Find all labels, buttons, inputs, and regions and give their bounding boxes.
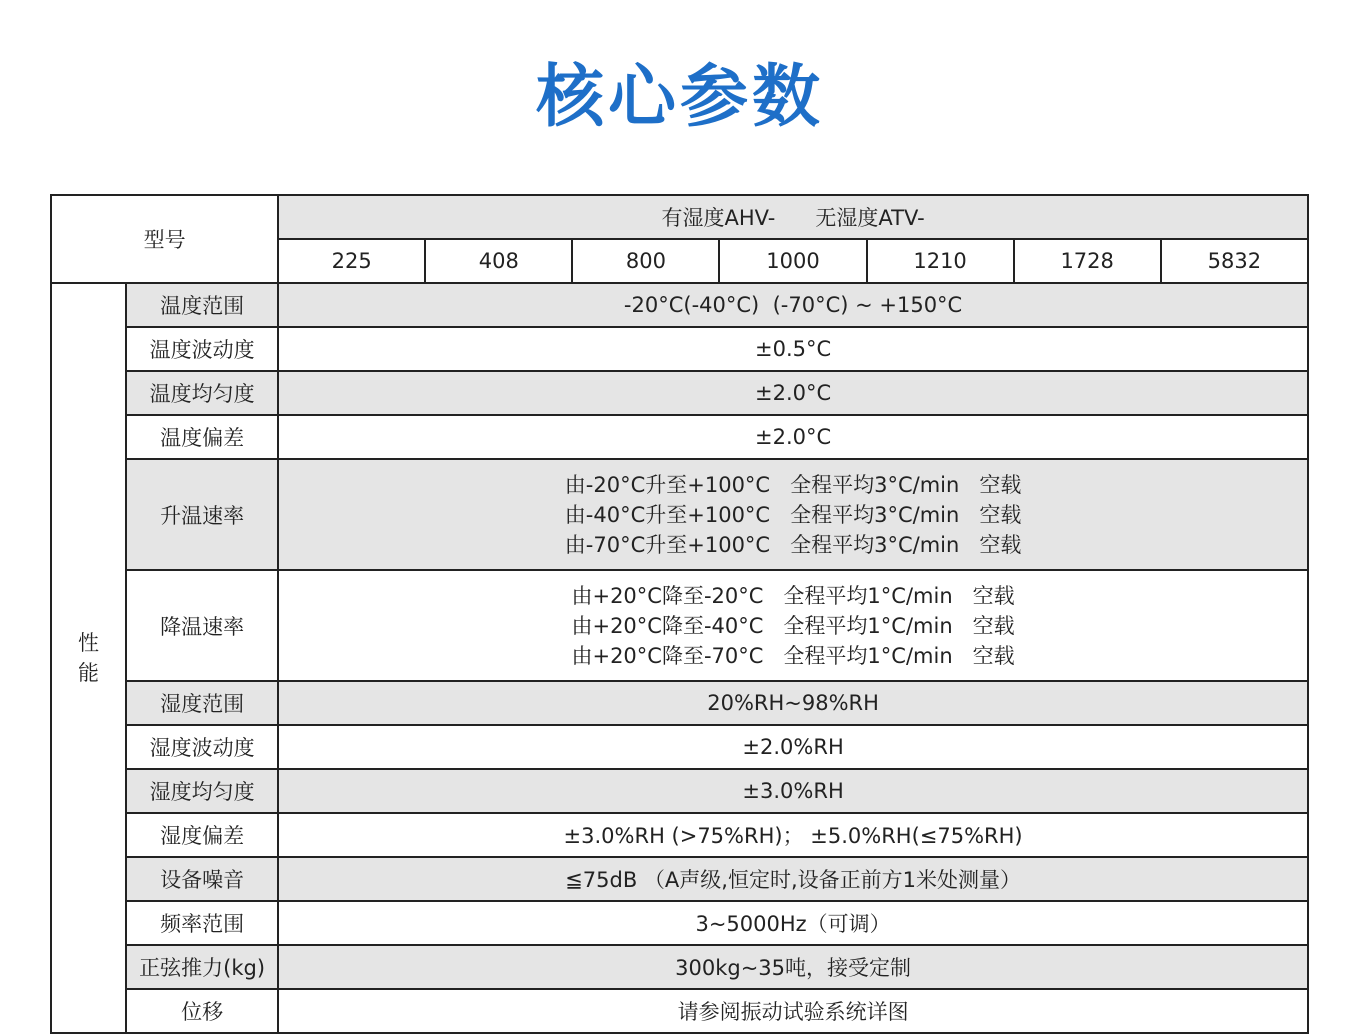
spec-row bbox=[51, 681, 1308, 725]
model-label: 型号 bbox=[51, 195, 278, 283]
row-value: ±2.0°C bbox=[278, 415, 1308, 459]
row-label: 降温速率 bbox=[126, 570, 278, 681]
row-value: ±3.0%RH bbox=[278, 769, 1308, 813]
row-label: 温度波动度 bbox=[126, 327, 278, 371]
row-label: 温度均匀度 bbox=[126, 371, 278, 415]
spec-row bbox=[51, 989, 1308, 1033]
row-value: 3~5000Hz（可调） bbox=[278, 901, 1308, 945]
spec-row bbox=[51, 813, 1308, 857]
row-value: 300kg~35吨，接受定制 bbox=[278, 945, 1308, 989]
model-number: 1728 bbox=[1014, 239, 1161, 283]
row-value: ≦75dB （A声级,恒定时,设备正前方1米处测量） bbox=[278, 857, 1308, 901]
row-label: 温度偏差 bbox=[126, 415, 278, 459]
row-label: 湿度范围 bbox=[126, 681, 278, 725]
series-humid: 有湿度AHV- bbox=[661, 206, 776, 230]
value-line: 由+20°C降至-70°C 全程平均1°C/min 空载 bbox=[571, 643, 1015, 668]
value-line: 由-70°C升至+100°C 全程平均3°C/min 空载 bbox=[564, 532, 1022, 557]
category-performance bbox=[51, 283, 126, 1033]
value-line: 由+20°C降至-40°C 全程平均1°C/min 空载 bbox=[571, 613, 1015, 638]
model-number: 5832 bbox=[1161, 239, 1308, 283]
page-title: 核心参数 bbox=[535, 58, 824, 137]
spec-row bbox=[51, 857, 1308, 901]
row-label: 正弦推力(kg) bbox=[126, 945, 278, 989]
row-value: -20°C(-40°C) (-70°C) ~ +150°C bbox=[278, 283, 1308, 327]
category-char: 能 bbox=[78, 661, 100, 685]
spec-row bbox=[51, 283, 1308, 327]
spec-row bbox=[51, 769, 1308, 813]
category-char: 性 bbox=[78, 631, 100, 655]
row-label: 湿度偏差 bbox=[126, 813, 278, 857]
spec-row bbox=[51, 725, 1308, 769]
row-label: 设备噪音 bbox=[126, 857, 278, 901]
value-line: 由+20°C降至-20°C 全程平均1°C/min 空载 bbox=[571, 583, 1015, 608]
row-value: ±3.0%RH (>75%RH)； ±5.0%RH(≤75%RH) bbox=[278, 813, 1308, 857]
row-label: 升温速率 bbox=[126, 459, 278, 570]
spec-row bbox=[51, 459, 1308, 570]
model-number: 1000 bbox=[719, 239, 866, 283]
model-number: 1210 bbox=[867, 239, 1014, 283]
spec-row bbox=[51, 570, 1308, 681]
series-dry: 无湿度ATV- bbox=[815, 206, 925, 230]
row-value: 请参阅振动试验系统详图 bbox=[278, 989, 1308, 1033]
spec-row bbox=[51, 945, 1308, 989]
row-value-multiline bbox=[278, 570, 1308, 681]
row-value: ±2.0%RH bbox=[278, 725, 1308, 769]
row-value-multiline bbox=[278, 459, 1308, 570]
value-line: 由-40°C升至+100°C 全程平均3°C/min 空载 bbox=[564, 502, 1022, 527]
row-value: 20%RH~98%RH bbox=[278, 681, 1308, 725]
header-row-series bbox=[51, 195, 1308, 239]
row-label: 湿度波动度 bbox=[126, 725, 278, 769]
model-number: 225 bbox=[278, 239, 425, 283]
row-label: 位移 bbox=[126, 989, 278, 1033]
spec-table bbox=[50, 194, 1309, 1034]
spec-row bbox=[51, 327, 1308, 371]
model-number: 800 bbox=[572, 239, 719, 283]
row-label: 湿度均匀度 bbox=[126, 769, 278, 813]
spec-row bbox=[51, 415, 1308, 459]
row-label: 频率范围 bbox=[126, 901, 278, 945]
model-number: 408 bbox=[425, 239, 572, 283]
row-label: 温度范围 bbox=[126, 283, 278, 327]
row-value: ±2.0°C bbox=[278, 371, 1308, 415]
row-value: ±0.5°C bbox=[278, 327, 1308, 371]
value-line: 由-20°C升至+100°C 全程平均3°C/min 空载 bbox=[564, 472, 1022, 497]
spec-row bbox=[51, 901, 1308, 945]
spec-row bbox=[51, 371, 1308, 415]
series-cell bbox=[278, 195, 1308, 239]
